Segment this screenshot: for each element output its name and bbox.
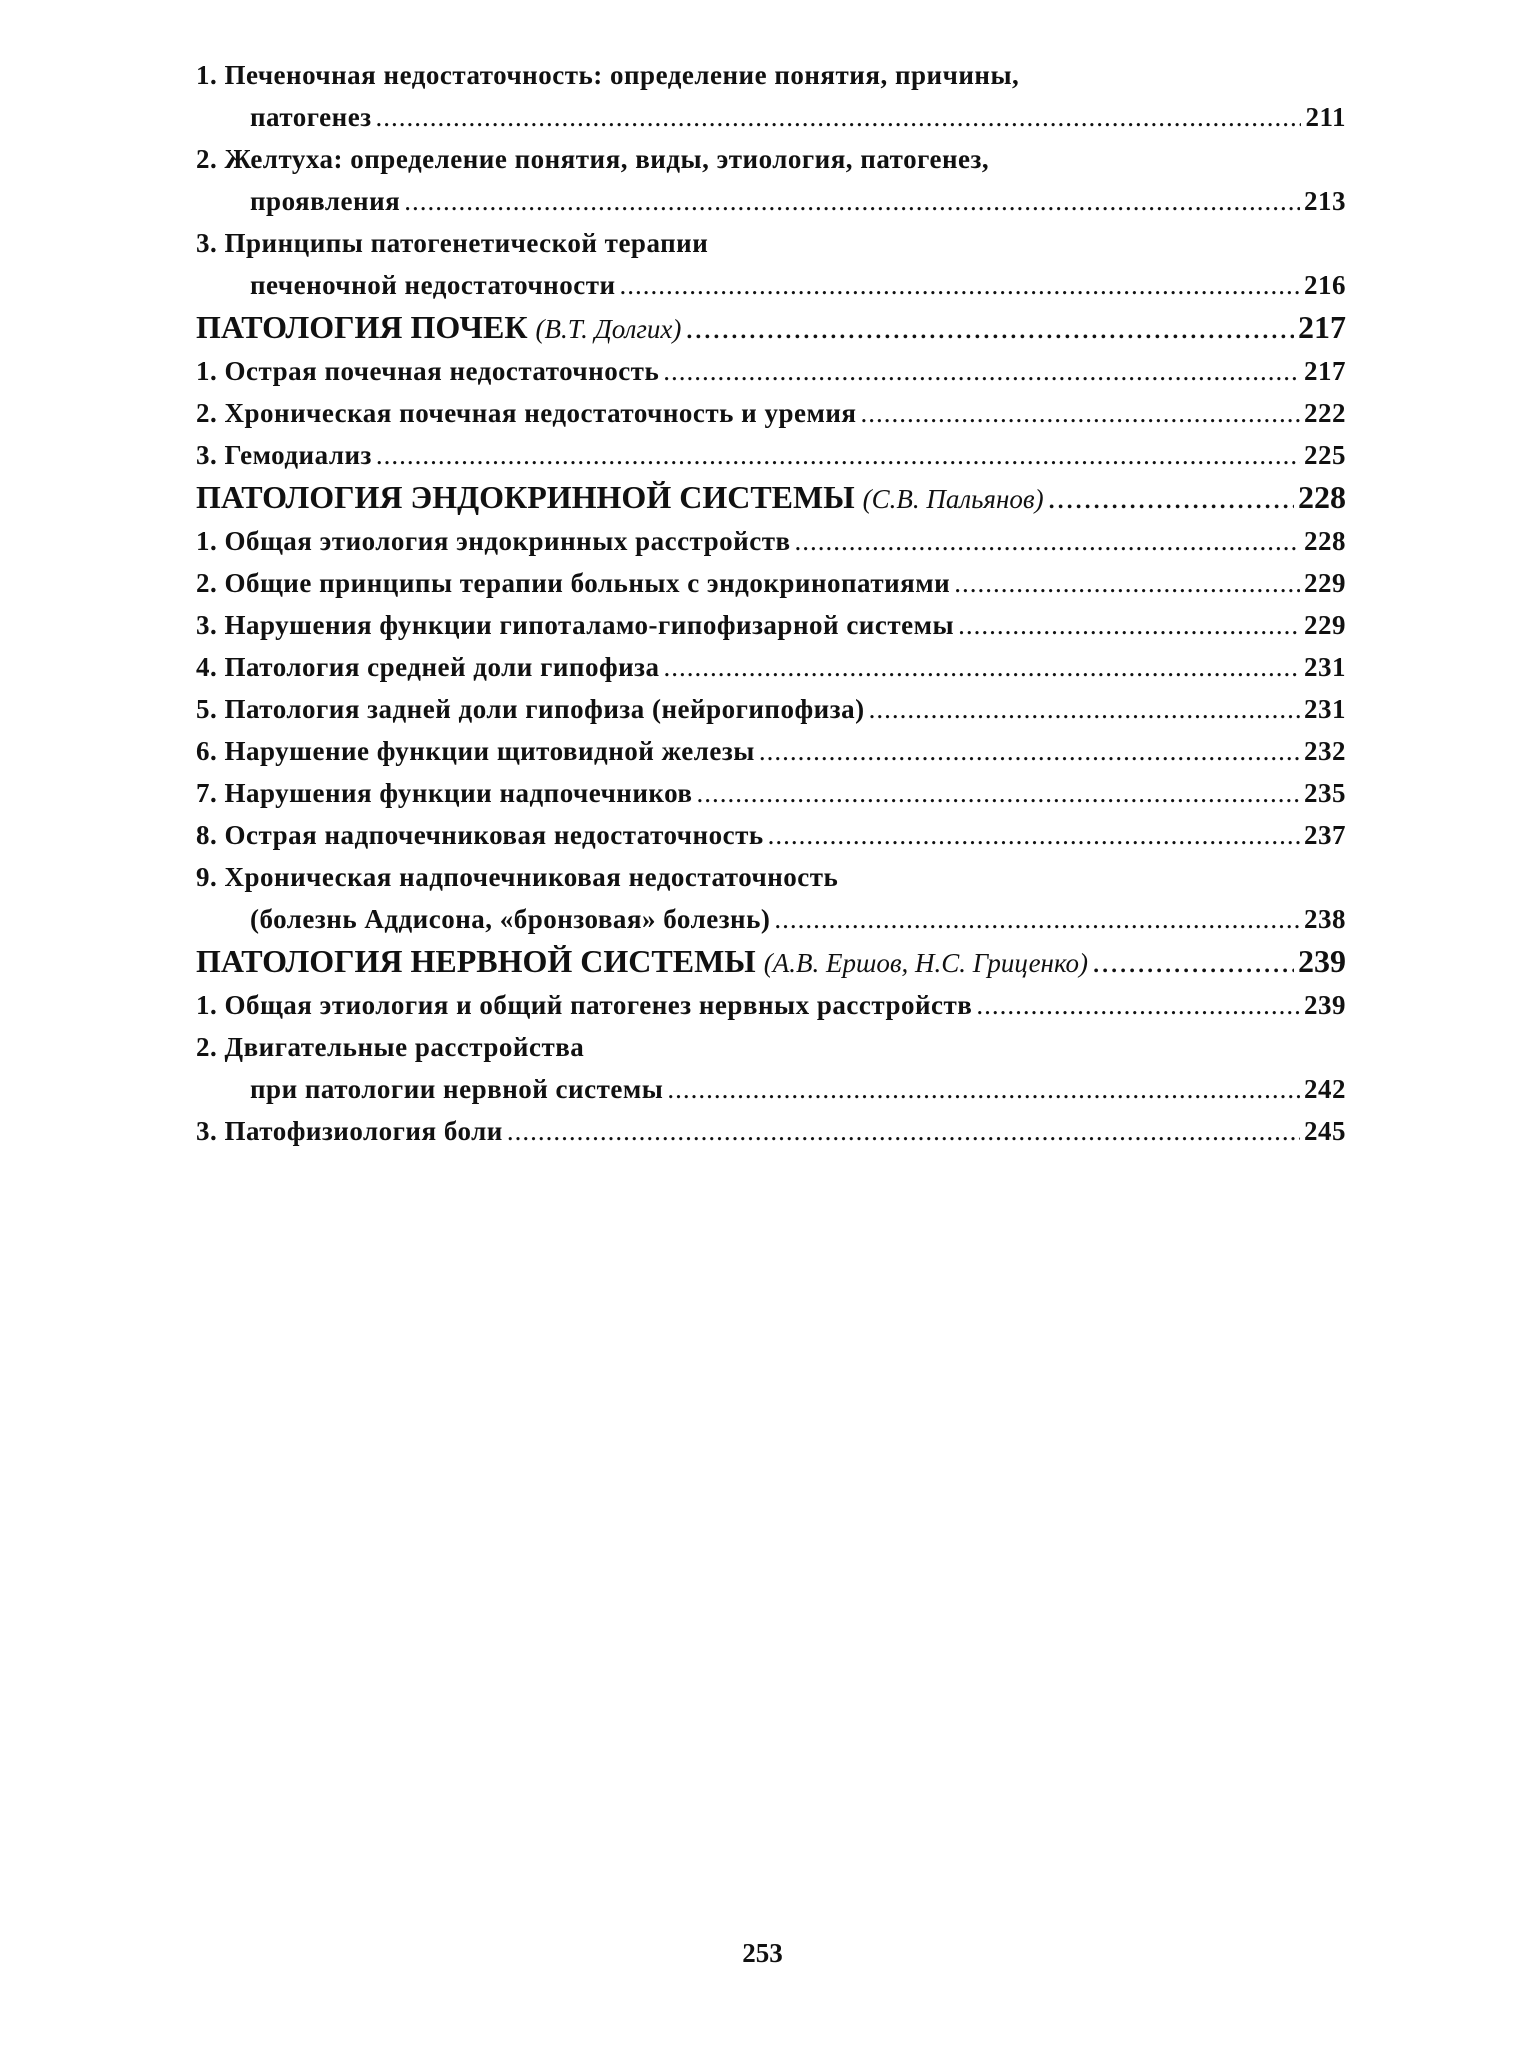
page-ref: 242 (1304, 1074, 1346, 1104)
toc-entry-text: 4. Патология средней доли гипофиза (196, 652, 660, 682)
section-title-group (196, 940, 1088, 984)
toc-entry-text: 2. Общие принципы терапии больных с эндокринопатиями (196, 568, 951, 598)
toc-entry (196, 814, 1346, 856)
toc-entry (196, 1026, 1346, 1110)
toc-entry (196, 688, 1346, 730)
page-ref: 225 (1304, 440, 1346, 470)
toc-entry-text: 9. Хроническая надпочечниковая недостаточность (196, 862, 839, 892)
toc-entry (196, 138, 1346, 222)
dot-leader (376, 96, 1302, 138)
toc-entry (196, 392, 1346, 434)
toc-entry-last-line (196, 350, 1346, 392)
dot-leader (667, 1068, 1300, 1110)
dot-leader (861, 392, 1300, 434)
page-ref: 216 (1304, 270, 1346, 300)
page-ref: 211 (1305, 102, 1346, 132)
toc-entry (196, 856, 1346, 940)
table-of-contents (196, 54, 1346, 1152)
toc-entry (196, 562, 1346, 604)
page-ref: 228 (1304, 526, 1346, 556)
toc-section-heading (196, 476, 1346, 520)
dot-leader (404, 180, 1300, 222)
page-ref: 228 (1298, 479, 1346, 515)
toc-entry-line (196, 856, 1346, 898)
page-ref: 217 (1304, 356, 1346, 386)
toc-entry-text: печеночной недостаточности (250, 270, 616, 300)
toc-entry-text: 3. Нарушения функции гипоталамо-гипофизарной системы (196, 610, 955, 640)
toc-entry (196, 1110, 1346, 1152)
toc-entry-text: 1. Острая почечная недостаточность (196, 356, 660, 386)
toc-entry (196, 984, 1346, 1026)
toc-entry (196, 520, 1346, 562)
toc-entry-text: 3. Патофизиология боли (196, 1116, 503, 1146)
toc-entry-last-line (196, 96, 1346, 138)
page-number: 253 (742, 1938, 783, 1968)
section-title: ПАТОЛОГИЯ НЕРВНОЙ СИСТЕМЫ (196, 943, 756, 979)
dot-leader (685, 306, 1294, 348)
toc-entry-last-line (196, 1110, 1346, 1152)
toc-entry-text: 1. Печеночная недостаточность: определение понятия, причины, (196, 60, 1020, 90)
section-title-group (196, 476, 1044, 520)
page-ref: 217 (1298, 309, 1346, 345)
toc-section-heading (196, 306, 1346, 350)
dot-leader (1048, 476, 1294, 518)
toc-entry-text: 6. Нарушение функции щитовидной железы (196, 736, 755, 766)
dot-leader (958, 604, 1300, 646)
section-title: ПАТОЛОГИЯ ЭНДОКРИННОЙ СИСТЕМЫ (196, 479, 855, 515)
page-ref: 239 (1298, 943, 1346, 979)
toc-entry-last-line (196, 814, 1346, 856)
dot-leader (976, 984, 1300, 1026)
toc-entry-text: 3. Гемодиализ (196, 440, 372, 470)
dot-leader (795, 520, 1300, 562)
page-ref: 232 (1304, 736, 1346, 766)
page-ref: 231 (1304, 652, 1346, 682)
toc-entry-text: 1. Общая этиология эндокринных расстройств (196, 526, 791, 556)
page-ref: 229 (1304, 610, 1346, 640)
dot-leader (774, 898, 1300, 940)
toc-entry (196, 646, 1346, 688)
toc-entry-last-line (196, 898, 1346, 940)
toc-section-heading (196, 940, 1346, 984)
toc-entry-text: 2. Хроническая почечная недостаточность и уремия (196, 398, 857, 428)
section-title: ПАТОЛОГИЯ ПОЧЕК (196, 309, 528, 345)
page-ref: 245 (1304, 1116, 1346, 1146)
toc-entry-last-line (196, 772, 1346, 814)
toc-entry (196, 604, 1346, 646)
dot-leader (376, 434, 1300, 476)
dot-leader (620, 264, 1300, 306)
toc-entry-last-line (196, 688, 1346, 730)
section-authors: (В.Т. Долгих) (535, 314, 682, 344)
toc-entry-text: 8. Острая надпочечниковая недостаточность (196, 820, 764, 850)
toc-entry (196, 730, 1346, 772)
dot-leader (954, 562, 1300, 604)
page-ref: 238 (1304, 904, 1346, 934)
page-ref: 239 (1304, 990, 1346, 1020)
toc-entry-last-line (196, 520, 1346, 562)
page-ref: 213 (1304, 186, 1346, 216)
section-authors: (А.В. Ершов, Н.С. Гриценко) (763, 948, 1089, 978)
toc-entry (196, 434, 1346, 476)
toc-entry-line (196, 138, 1346, 180)
toc-entry (196, 350, 1346, 392)
page-ref: 237 (1304, 820, 1346, 850)
toc-entry-last-line (196, 434, 1346, 476)
toc-entry-text: проявления (250, 186, 401, 216)
dot-leader (869, 688, 1300, 730)
toc-entry-text: при патологии нервной системы (250, 1074, 664, 1104)
page-ref: 235 (1304, 778, 1346, 808)
toc-entry-text: 3. Принципы патогенетической терапии (196, 228, 709, 258)
toc-entry-text: 2. Желтуха: определение понятия, виды, этиология, патогенез, (196, 144, 990, 174)
toc-entry-text: 5. Патология задней доли гипофиза (нейрогипофиза) (196, 694, 865, 724)
toc-entry-text: 7. Нарушения функции надпочечников (196, 778, 693, 808)
toc-entry-last-line (196, 984, 1346, 1026)
toc-entry-text: 2. Двигательные расстройства (196, 1032, 585, 1062)
toc-entry-line (196, 222, 1346, 264)
section-authors: (С.В. Пальянов) (862, 484, 1044, 514)
dot-leader (507, 1110, 1300, 1152)
toc-entry-text: (болезнь Аддисона, «бронзовая» болезнь) (250, 904, 771, 934)
toc-entry-text: 1. Общая этиология и общий патогенез нервных расстройств (196, 990, 973, 1020)
toc-entry-last-line (196, 1068, 1346, 1110)
dot-leader (768, 814, 1300, 856)
dot-leader (1092, 940, 1294, 982)
toc-entry-last-line (196, 604, 1346, 646)
toc-entry-last-line (196, 180, 1346, 222)
dot-leader (759, 730, 1300, 772)
toc-entry-last-line (196, 646, 1346, 688)
dot-leader (697, 772, 1300, 814)
toc-entry-line (196, 1026, 1346, 1068)
page-ref: 222 (1304, 398, 1346, 428)
toc-entry (196, 54, 1346, 138)
dot-leader (663, 350, 1300, 392)
section-title-group (196, 306, 681, 350)
toc-entry-last-line (196, 392, 1346, 434)
toc-entry-line (196, 54, 1346, 96)
page-ref: 229 (1304, 568, 1346, 598)
toc-entry (196, 222, 1346, 306)
page-ref: 231 (1304, 694, 1346, 724)
toc-entry-text: патогенез (250, 102, 372, 132)
toc-entry-last-line (196, 264, 1346, 306)
toc-entry-last-line (196, 562, 1346, 604)
toc-entry (196, 772, 1346, 814)
toc-entry-last-line (196, 730, 1346, 772)
dot-leader (664, 646, 1300, 688)
